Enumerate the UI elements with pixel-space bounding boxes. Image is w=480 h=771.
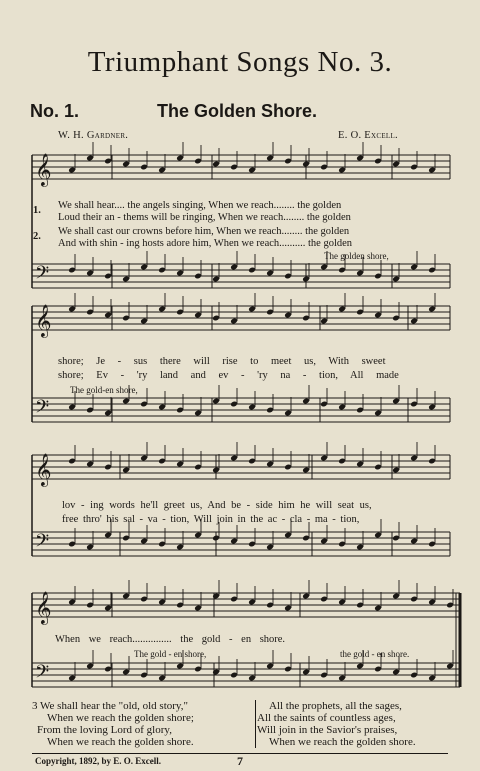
svg-text:𝄞: 𝄞 (35, 453, 52, 486)
verse3-left-3: From the loving Lord of glory, (37, 724, 172, 736)
verse-number-1: 1. (33, 205, 41, 216)
system2-lyric-line-2: shore; Ev - 'ry land and ev - 'ry na - tion, All made (58, 370, 399, 381)
system1-lyric-line-2: Loud their an - thems will be ringing, When we reach........ the golden (58, 212, 351, 223)
system2-bass-cue: The gold-en shore, (70, 385, 138, 395)
song-title: The Golden Shore. (157, 101, 318, 121)
svg-text:𝄢: 𝄢 (35, 397, 50, 422)
verse3-left-4: When we reach the golden shore. (47, 736, 194, 748)
verse-number-2: 2. (33, 231, 41, 242)
svg-text:𝄞: 𝄞 (35, 153, 52, 186)
system3-lyric-line-1: lov - ing words he'll greet us, And be - side him he will seat us, (62, 500, 372, 511)
verse3-left-2: When we reach the golden shore; (47, 712, 194, 724)
system3-lyric-line-2: free thro' his sal - va - tion, Will join in the ac - cla - ma - tion, (62, 514, 360, 525)
system1-lyric-line-3: We shall cast our crowns before him, When we reach........ the golden (58, 226, 350, 237)
verse3-right-3: Will join in the Savior's praises, (257, 724, 398, 736)
system4-bass-cue-1: The gold - en shore, (134, 649, 207, 659)
copyright: Copyright, 1892, by E. O. Excell. (35, 756, 162, 766)
svg-text:𝄢: 𝄢 (35, 662, 50, 687)
system1-lyric-line-1: We shall hear.... the angels singing, When we reach........ the golden (58, 200, 342, 211)
system4-bass-cue-2: the gold - en shore. (340, 649, 410, 659)
book-title: Triumphant Songs No. 3. (87, 46, 393, 78)
song-number: No. 1. (30, 101, 80, 121)
system2-lyric-line-1: shore; Je - sus there will rise to meet us, With sweet (58, 356, 386, 367)
lyricist: W. H. Gardner. (58, 130, 129, 141)
svg-text:𝄞: 𝄞 (35, 591, 52, 624)
page-number: 7 (237, 754, 243, 768)
composer: E. O. Excell. (338, 130, 398, 141)
svg-text:𝄢: 𝄢 (35, 263, 50, 288)
verse3-right-2: All the saints of countless ages, (257, 712, 396, 724)
verse3-right-1: All the prophets, all the sages, (269, 700, 402, 712)
svg-text:𝄞: 𝄞 (35, 304, 52, 337)
system1-bass-cue: The golden shore, (324, 251, 389, 261)
svg-text:𝄢: 𝄢 (35, 531, 50, 556)
system1-lyric-line-4: And with shin - ing hosts adore him, When we reach.......... the golden (58, 238, 353, 249)
system4-lyric-line: When we reach............... the gold - en shore. (55, 634, 286, 645)
verse3-left-1: 3 We shall hear the "old, old story," (32, 700, 188, 712)
verse3-right-4: When we reach the golden shore. (269, 736, 416, 748)
verse3-divider (255, 700, 256, 748)
